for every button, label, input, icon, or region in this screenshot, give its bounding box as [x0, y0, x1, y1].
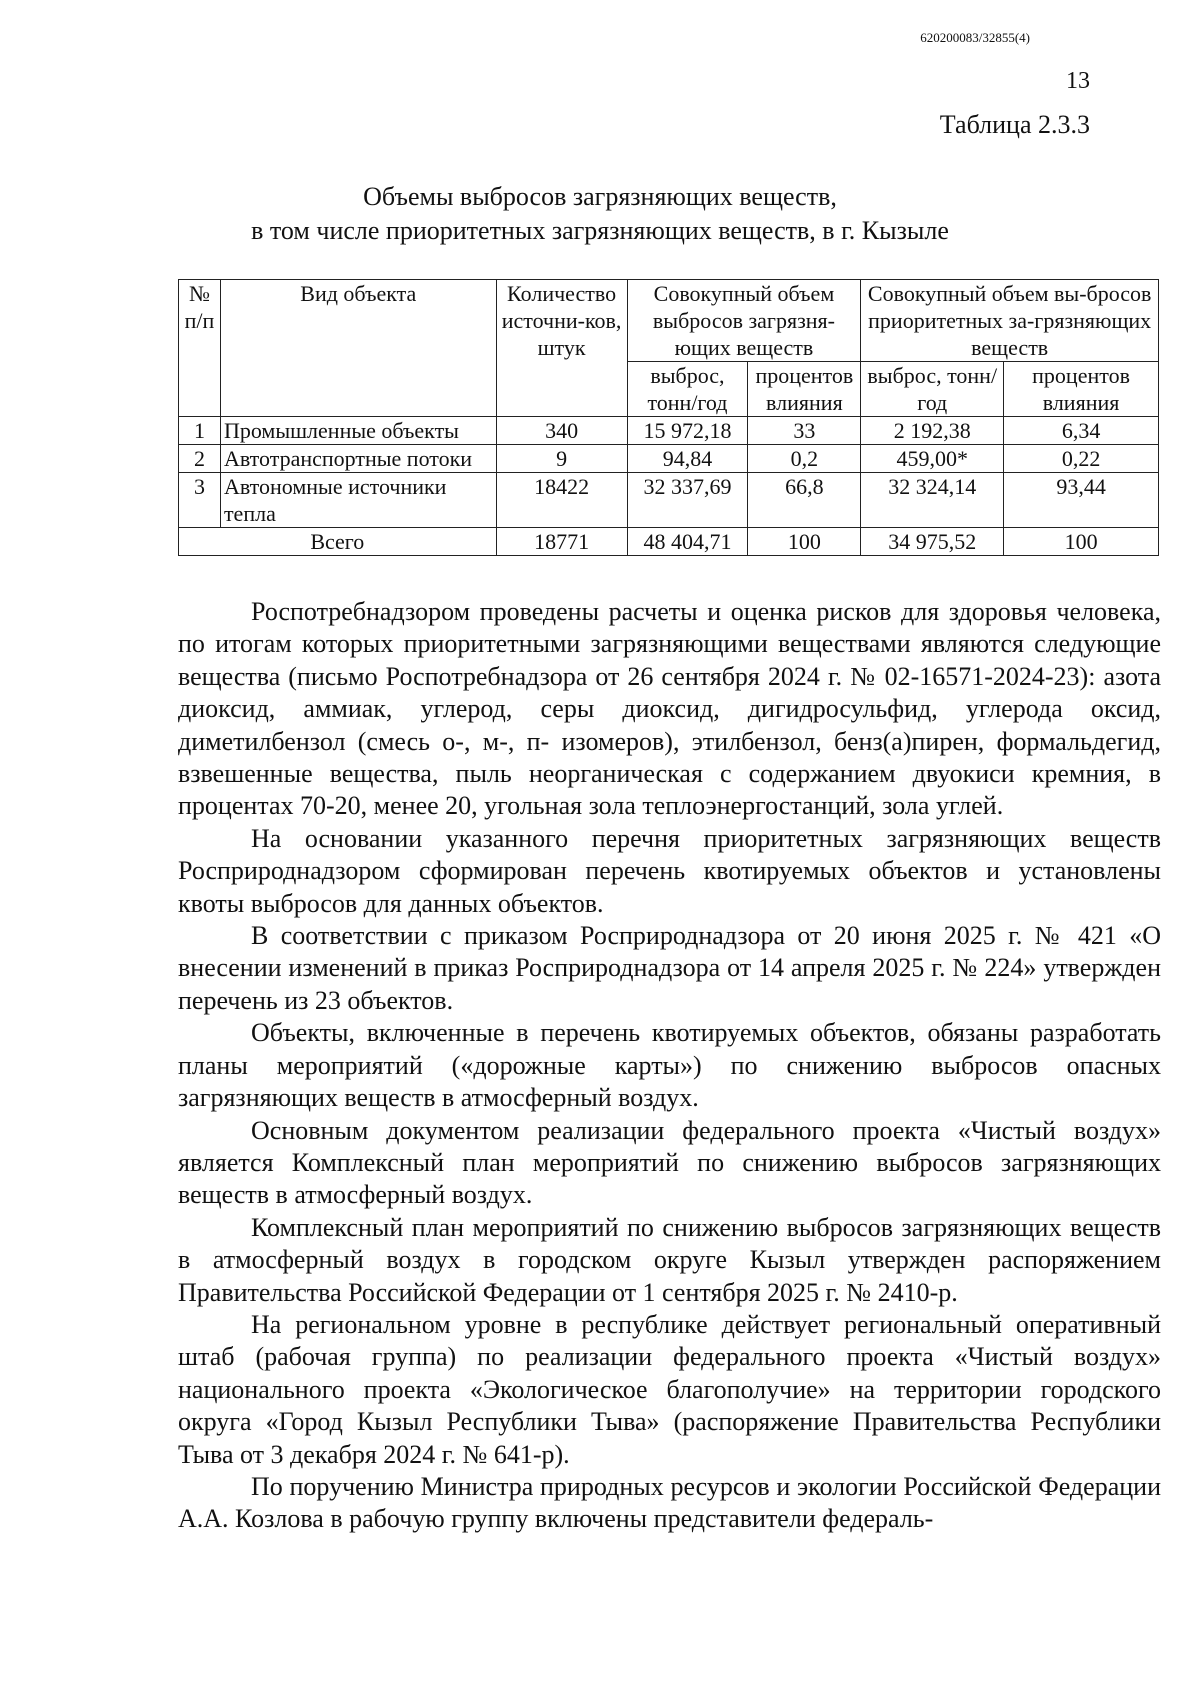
cell-total-percent: 33	[748, 417, 861, 445]
cell-total-emission: 15 972,18	[627, 417, 748, 445]
paragraph: Комплексный план мероприятий по снижению выбросов загрязняющих веществ в атмосферный воздух в городском округе Кызыл утвержден распоряжением Правительства Российской Федерации от 1 сентября 2025 г. № 2410-р.	[178, 1212, 1161, 1307]
paragraph: На основании указанного перечня приоритетных загрязняющих веществ Росприроднадзором сформирован перечень квотируемых объектов и установлены квоты выбросов для данных объектов.	[178, 823, 1161, 918]
caption-line-1: Объемы выбросов загрязняющих веществ,	[363, 182, 837, 211]
table-row	[179, 473, 1159, 528]
paragraph: Основным документом реализации федерального проекта «Чистый воздух» является Комплексный план мероприятий по снижению выбросов загрязняющих веществ в атмосферный воздух.	[178, 1115, 1161, 1210]
cell-total-label: Всего	[179, 528, 497, 556]
cell-total-source-count: 18771	[496, 528, 627, 556]
cell-total-percent: 0,2	[748, 445, 861, 473]
table-row	[179, 417, 1159, 445]
table-caption	[150, 180, 1050, 248]
subheader-total-emission: выброс, тонн/год	[627, 362, 748, 417]
header-object-type: Вид объекта	[220, 280, 496, 417]
table-number: Таблица 2.3.3	[939, 110, 1090, 139]
page-number: 13	[1066, 68, 1090, 94]
header-source-count: Количество источни-ков, штук	[496, 280, 627, 417]
cell-object-type: Автотранспортные потоки	[220, 445, 496, 473]
cell-priority-percent: 0,22	[1004, 445, 1159, 473]
cell-priority-percent: 6,34	[1004, 417, 1159, 445]
cell-source-count: 18422	[496, 473, 627, 528]
cell-total-percent: 66,8	[748, 473, 861, 528]
table-row	[179, 445, 1159, 473]
header-num: № п/п	[179, 280, 221, 417]
paragraph: В соответствии с приказом Росприроднадзора от 20 июня 2025 г. № 421 «О внесении изменений в приказ Росприроднадзора от 14 апреля 2025 г. № 224» утвержден перечень из 23 объектов.	[178, 921, 1161, 1015]
cell-total-total-emission: 48 404,71	[627, 528, 748, 556]
paragraph: Объекты, включенные в перечень квотируемых объектов, обязаны разработать планы мероприятий («дорожные карты») по снижению выбросов опасных загрязняющих веществ в атмосферный воздух.	[178, 1018, 1161, 1113]
paragraph: На региональном уровне в республике действует региональный оперативный штаб (рабочая группа) по реализации федерального проекта «Чистый воздух» национального проекта «Экологическое благополучие» на территории городского округа «Город Кызыл Республики Тыва» (распоряжение Правительства Республики Тыва от 3 декабря 2024 г. № 641-р).	[178, 1309, 1161, 1469]
doc-id: 620200083/32855(4)	[920, 30, 1030, 45]
table-total-row	[179, 528, 1159, 556]
body-text	[178, 596, 1161, 1536]
caption-line-2: в том числе приоритетных загрязняющих веществ, в г. Кызыле	[251, 216, 949, 245]
cell-object-type: Промышленные объекты	[220, 417, 496, 445]
cell-priority-emission: 459,00*	[861, 445, 1004, 473]
cell-source-count: 9	[496, 445, 627, 473]
header-total-volume: Совокупный объем выбросов загрязня-ющих веществ	[627, 280, 861, 362]
cell-priority-emission: 32 324,14	[861, 473, 1004, 528]
cell-priority-emission: 2 192,38	[861, 417, 1004, 445]
cell-total-emission: 94,84	[627, 445, 748, 473]
subheader-priority-emission: выброс, тонн/год	[861, 362, 1004, 417]
cell-object-type: Автономные источники тепла	[220, 473, 496, 528]
subheader-priority-percent: процентов влияния	[1004, 362, 1159, 417]
cell-total-total-percent: 100	[748, 528, 861, 556]
subheader-total-percent: процентов влияния	[748, 362, 861, 417]
emissions-table	[178, 279, 1159, 556]
paragraph: По поручению Министра природных ресурсов и экологии Российской Федерации А.А. Козлова в рабочую группу включены представители федераль-	[178, 1471, 1161, 1534]
header-priority-volume: Совокупный объем вы-бросов приоритетных за-грязняющих веществ	[861, 280, 1159, 362]
cell-priority-percent: 93,44	[1004, 473, 1159, 528]
cell-num: 2	[179, 445, 221, 473]
paragraph: Роспотребнадзором проведены расчеты и оценка рисков для здоровья человека, по итогам которых приоритетными загрязняющими веществами являются следующие вещества (письмо Роспотребнадзора от 26 сентября 2024 г. № 02-16571-2024-23): азота диоксид, аммиак, углерод, серы диоксид, дигидросульфид, углерода оксид, диметилбензол (смесь о-, м-, п- изомеров), этилбензол, бенз(а)пирен, формальдегид, взвешенные вещества, пыль неорганическая с содержанием двуокиси кремния, в процентах 70-20, менее 20, угольная зола теплоэнергостанций, зола углей.	[178, 597, 1161, 821]
cell-total-priority-percent: 100	[1004, 528, 1159, 556]
cell-num: 1	[179, 417, 221, 445]
table-header-row	[179, 280, 1159, 362]
cell-total-priority-emission: 34 975,52	[861, 528, 1004, 556]
cell-total-emission: 32 337,69	[627, 473, 748, 528]
cell-source-count: 340	[496, 417, 627, 445]
cell-num: 3	[179, 473, 221, 528]
